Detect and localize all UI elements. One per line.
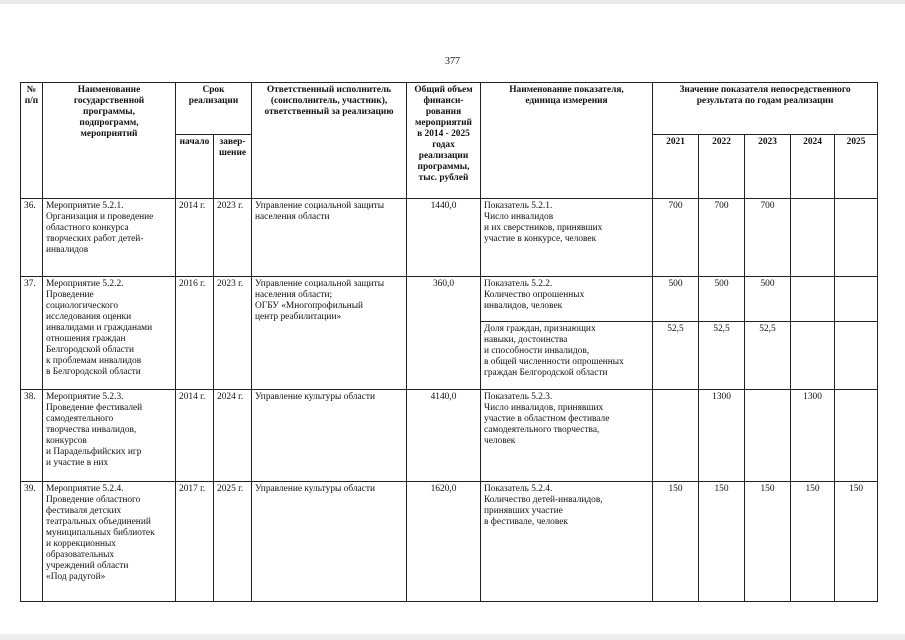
table-row: [21, 390, 878, 482]
row-num: 38.: [21, 390, 43, 482]
table-row: [21, 199, 878, 277]
row-volume: 1440,0: [407, 199, 481, 277]
page-number: 377: [445, 56, 460, 67]
row-start: 2014 г.: [176, 199, 214, 277]
row-indicator: Показатель 5.2.3. Число инвалидов, принявших участие в областном фестивале самодеятельного творчества, человек: [481, 390, 653, 482]
scan-edge-top: [0, 0, 905, 4]
row-name: Мероприятие 5.2.4. Проведение областного фестиваля детских театральных объединений муниципальных библиотек и коррекционных образовательных учреждений области «Под радугой»: [43, 482, 176, 602]
row-executor: Управление культуры области: [252, 390, 407, 482]
header-year: 2024: [791, 135, 835, 199]
row-value: 52,5: [745, 322, 791, 390]
header-year: 2022: [699, 135, 745, 199]
row-value: 150: [653, 482, 699, 602]
table-row: [21, 277, 878, 322]
row-value: 500: [653, 277, 699, 322]
row-value: 52,5: [699, 322, 745, 390]
row-executor: Управление социальной защиты населения области; ОГБУ «Многопрофильный центр реабилитации»: [252, 277, 407, 390]
row-start: 2014 г.: [176, 390, 214, 482]
row-volume: 4140,0: [407, 390, 481, 482]
row-end: 2023 г.: [214, 199, 252, 277]
row-value: 1300: [791, 390, 835, 482]
header-term-end: завер- шение: [214, 135, 252, 199]
row-value: 52,5: [653, 322, 699, 390]
row-value: 700: [699, 199, 745, 277]
row-num: 37.: [21, 277, 43, 390]
header-executor: Ответственный исполнитель (соисполнитель, участник), ответственный за реализацию: [252, 83, 407, 199]
row-value: 150: [791, 482, 835, 602]
row-end: 2025 г.: [214, 482, 252, 602]
row-volume: 360,0: [407, 277, 481, 390]
row-value: 150: [745, 482, 791, 602]
row-executor: Управление социальной защиты населения области: [252, 199, 407, 277]
program-table: [20, 82, 878, 602]
header-row-1: [21, 83, 878, 135]
header-year: 2023: [745, 135, 791, 199]
header-year: 2025: [835, 135, 878, 199]
header-name: Наименование государственной программы, подпрограмм, мероприятий: [43, 83, 176, 199]
row-num: 39.: [21, 482, 43, 602]
row-end: 2024 г.: [214, 390, 252, 482]
row-name: Мероприятие 5.2.1. Организация и проведение областного конкурса творческих работ детей- инвалидов: [43, 199, 176, 277]
header-term-start: начало: [176, 135, 214, 199]
row-indicator: Показатель 5.2.2. Количество опрошенных инвалидов, человек: [481, 277, 653, 322]
row-value: [791, 199, 835, 277]
scan-edge-bottom: [0, 634, 905, 640]
row-value: [835, 199, 878, 277]
row-num: 36.: [21, 199, 43, 277]
header-indicator: Наименование показателя, единица измерения: [481, 83, 653, 199]
row-value: [835, 322, 878, 390]
row-value: [653, 390, 699, 482]
row-value: 150: [699, 482, 745, 602]
row-end: 2023 г.: [214, 277, 252, 390]
row-value: [791, 322, 835, 390]
row-indicator: Показатель 5.2.1. Число инвалидов и их сверстников, принявших участие в конкурсе, человек: [481, 199, 653, 277]
row-indicator: Показатель 5.2.4. Количество детей-инвалидов, принявших участие в фестивале, человек: [481, 482, 653, 602]
header-term: Срок реализации: [176, 83, 252, 135]
row-executor: Управление культуры области: [252, 482, 407, 602]
row-value: 150: [835, 482, 878, 602]
row-value: [745, 390, 791, 482]
row-name: Мероприятие 5.2.3. Проведение фестивалей самодеятельного творчества инвалидов, конкурсов и Парадельфийских игр и участие в них: [43, 390, 176, 482]
row-value: 500: [745, 277, 791, 322]
header-year: 2021: [653, 135, 699, 199]
header-values: Значение показателя непосредственного результата по годам реализации: [653, 83, 878, 135]
header-volume: Общий объем финанси- рования мероприятий в 2014 - 2025 годах реализации программы, тыс. рублей: [407, 83, 481, 199]
row-value: [835, 277, 878, 322]
row-indicator: Доля граждан, признающих навыки, достоинства и способности инвалидов, в общей численности опрошенных граждан Белгородской области: [481, 322, 653, 390]
row-start: 2016 г.: [176, 277, 214, 390]
row-value: 700: [653, 199, 699, 277]
row-value: [791, 277, 835, 322]
row-value: 1300: [699, 390, 745, 482]
row-value: 500: [699, 277, 745, 322]
row-value: [835, 390, 878, 482]
header-num: № п/п: [21, 83, 43, 199]
row-name: Мероприятие 5.2.2. Проведение социологического исследования оценки инвалидами и гражданами отношения граждан Белгородской области к проблемам инвалидов в Белгородской области: [43, 277, 176, 390]
table-row: [21, 482, 878, 602]
row-start: 2017 г.: [176, 482, 214, 602]
row-volume: 1620,0: [407, 482, 481, 602]
row-value: 700: [745, 199, 791, 277]
